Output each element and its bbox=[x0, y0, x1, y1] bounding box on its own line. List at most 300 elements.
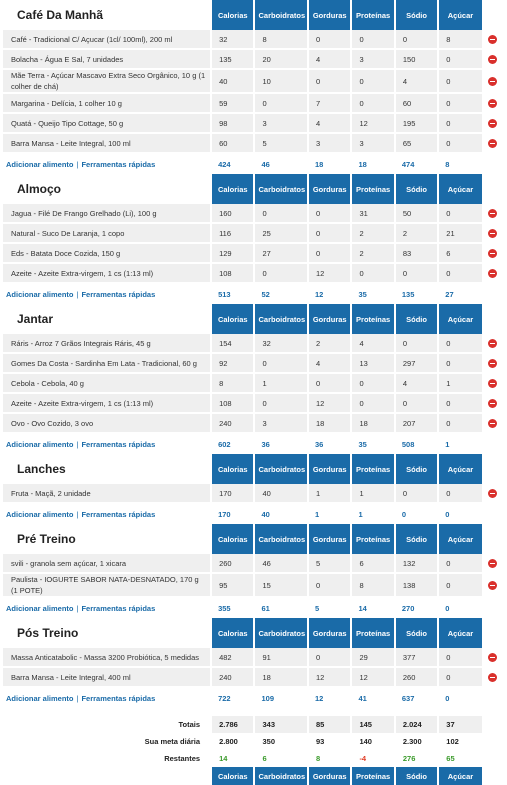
food-name-link[interactable]: Ráris - Arroz 7 Grãos Integrais Ráris, 45 g bbox=[3, 334, 211, 353]
nutrient-value: 3 bbox=[308, 133, 351, 153]
delete-icon[interactable] bbox=[488, 419, 497, 428]
meal-total-value: 35 bbox=[351, 283, 394, 304]
food-name-link[interactable]: Eds - Batata Doce Cozida, 150 g bbox=[3, 243, 211, 263]
column-header: Gorduras bbox=[308, 524, 351, 554]
food-row bbox=[3, 573, 504, 597]
summary-value: 85 bbox=[308, 716, 351, 733]
column-header: Proteínas bbox=[351, 618, 394, 648]
nutrient-value: 50 bbox=[395, 204, 438, 223]
nutrient-value: 0 bbox=[395, 30, 438, 49]
nutrient-value: 1 bbox=[438, 373, 481, 393]
nutrient-value: 4 bbox=[395, 373, 438, 393]
nutrient-value: 3 bbox=[351, 133, 394, 153]
delete-icon[interactable] bbox=[488, 209, 497, 218]
meal-actions bbox=[3, 283, 211, 304]
delete-icon[interactable] bbox=[488, 559, 497, 568]
delete-cell bbox=[482, 648, 504, 667]
nutrient-value: 6 bbox=[438, 243, 481, 263]
meal-title: Café Da Manhã bbox=[17, 8, 104, 22]
gap-row bbox=[3, 708, 504, 716]
column-header: Carboidratos bbox=[254, 174, 308, 204]
nutrient-value: 2 bbox=[351, 223, 394, 243]
meal-summary-row bbox=[3, 433, 504, 454]
nutrient-value: 40 bbox=[254, 484, 308, 503]
meal-actions bbox=[3, 597, 211, 618]
food-name-link[interactable]: svili - granola sem açúcar, 1 xicara bbox=[3, 554, 211, 573]
nutrient-value: 2 bbox=[351, 243, 394, 263]
column-header: Proteínas bbox=[351, 304, 394, 334]
meal-total-value: 602 bbox=[211, 433, 254, 454]
column-header: Proteínas bbox=[351, 0, 394, 30]
column-header: Gorduras bbox=[308, 0, 351, 30]
food-name-link[interactable]: Fruta - Maçã, 2 unidade bbox=[3, 484, 211, 503]
nutrient-value: 4 bbox=[308, 49, 351, 69]
nutrient-value: 482 bbox=[211, 648, 254, 667]
food-row bbox=[3, 353, 504, 373]
delete-cell bbox=[482, 204, 504, 223]
nutrient-value: 5 bbox=[308, 554, 351, 573]
meal-header-row bbox=[3, 618, 504, 648]
food-name-link[interactable]: Barra Mansa - Leite Integral, 100 ml bbox=[3, 133, 211, 153]
column-header: Açúcar bbox=[438, 767, 481, 785]
nutrient-value: 13 bbox=[351, 353, 394, 373]
nutrient-value: 138 bbox=[395, 573, 438, 597]
nutrient-value: 6 bbox=[351, 554, 394, 573]
column-header: Proteínas bbox=[351, 174, 394, 204]
nutrient-value: 0 bbox=[395, 484, 438, 503]
daily-goal-row bbox=[3, 733, 504, 750]
food-row bbox=[3, 413, 504, 433]
delete-icon[interactable] bbox=[488, 359, 497, 368]
nutrient-value: 5 bbox=[254, 133, 308, 153]
food-name-link[interactable]: Cebola - Cebola, 40 g bbox=[3, 373, 211, 393]
nutrient-value: 0 bbox=[438, 263, 481, 283]
nutrient-value: 8 bbox=[254, 30, 308, 49]
nutrient-value: 21 bbox=[438, 223, 481, 243]
meal-total-value: 36 bbox=[308, 433, 351, 454]
delete-icon[interactable] bbox=[488, 399, 497, 408]
nutrient-value: 4 bbox=[351, 334, 394, 353]
food-name-link[interactable]: Ovo - Ovo Cozido, 3 ovo bbox=[3, 413, 211, 433]
column-header: Açúcar bbox=[438, 0, 481, 30]
delete-cell bbox=[482, 223, 504, 243]
nutrient-value: 0 bbox=[438, 93, 481, 113]
summary-value: 145 bbox=[351, 716, 394, 733]
column-header: Sódio bbox=[395, 174, 438, 204]
food-name-link[interactable]: Quatá - Queijo Tipo Cottage, 50 g bbox=[3, 113, 211, 133]
meal-actions bbox=[3, 153, 211, 174]
nutrient-value: 260 bbox=[211, 554, 254, 573]
summary-spacer bbox=[482, 687, 504, 708]
food-row bbox=[3, 133, 504, 153]
meal-total-value: 637 bbox=[395, 687, 438, 708]
delete-icon[interactable] bbox=[488, 673, 497, 682]
food-name-link[interactable]: Paulista - IOGURTE SABOR NATA-DESNATADO, 170 g (1 POTE) bbox=[3, 573, 211, 597]
nutrient-value: 91 bbox=[254, 648, 308, 667]
nutrient-value: 4 bbox=[395, 69, 438, 93]
food-name-link[interactable]: Azeite - Azeite Extra-virgem, 1 cs (1:13 ml) bbox=[3, 393, 211, 413]
link-separator: | bbox=[76, 509, 79, 519]
nutrient-value: 0 bbox=[308, 648, 351, 667]
add-food-link[interactable]: Adicionar alimento bbox=[6, 289, 74, 299]
nutrient-value: 108 bbox=[211, 263, 254, 283]
delete-icon[interactable] bbox=[488, 77, 497, 86]
food-name-link[interactable]: Margarina - Delícia, 1 colher 10 g bbox=[3, 93, 211, 113]
row-spacer bbox=[482, 733, 504, 750]
column-header: Açúcar bbox=[438, 524, 481, 554]
add-food-link[interactable]: Adicionar alimento bbox=[6, 439, 74, 449]
column-header: Gorduras bbox=[308, 454, 351, 484]
column-header: Gorduras bbox=[308, 174, 351, 204]
food-name-link[interactable]: Café - Tradicional C/ Açucar (1cl/ 100ml), 200 ml bbox=[3, 30, 211, 49]
delete-cell bbox=[482, 667, 504, 687]
summary-value: 14 bbox=[211, 750, 254, 767]
meal-total-value: 40 bbox=[254, 503, 308, 524]
add-food-link[interactable]: Adicionar alimento bbox=[6, 603, 74, 613]
column-header: Calorias bbox=[211, 454, 254, 484]
delete-cell bbox=[482, 353, 504, 373]
delete-cell bbox=[482, 263, 504, 283]
nutrient-value: 0 bbox=[395, 263, 438, 283]
nutrient-value: 10 bbox=[254, 69, 308, 93]
column-header: Proteínas bbox=[351, 524, 394, 554]
column-header: Sódio bbox=[395, 524, 438, 554]
food-name-link[interactable]: Natural - Suco De Laranja, 1 copo bbox=[3, 223, 211, 243]
summary-spacer bbox=[482, 597, 504, 618]
meal-total-value: 1 bbox=[438, 433, 481, 454]
delete-icon[interactable] bbox=[488, 653, 497, 662]
meal-summary-row bbox=[3, 503, 504, 524]
delete-cell bbox=[482, 413, 504, 433]
quick-tools-link[interactable]: Ferramentas rápidas bbox=[81, 693, 156, 703]
food-row bbox=[3, 373, 504, 393]
meal-total-value: 109 bbox=[254, 687, 308, 708]
meal-summary-row bbox=[3, 597, 504, 618]
summary-value: 65 bbox=[438, 750, 481, 767]
nutrient-value: 32 bbox=[254, 334, 308, 353]
meal-total-value: 1 bbox=[351, 503, 394, 524]
nutrient-value: 0 bbox=[351, 263, 394, 283]
column-header: Calorias bbox=[211, 767, 254, 785]
nutrient-value: 0 bbox=[438, 133, 481, 153]
nutrient-value: 0 bbox=[438, 667, 481, 687]
delete-icon[interactable] bbox=[488, 269, 497, 278]
nutrient-value: 1 bbox=[351, 484, 394, 503]
delete-icon[interactable] bbox=[488, 249, 497, 258]
nutrient-value: 0 bbox=[438, 554, 481, 573]
column-header: Carboidratos bbox=[254, 618, 308, 648]
meal-total-value: 27 bbox=[438, 283, 481, 304]
nutrient-value: 3 bbox=[254, 413, 308, 433]
nutrient-value: 0 bbox=[395, 334, 438, 353]
column-header: Proteínas bbox=[351, 454, 394, 484]
meal-total-value: 18 bbox=[351, 153, 394, 174]
food-name-link[interactable]: Bolacha - Água E Sal, 7 unidades bbox=[3, 49, 211, 69]
nutrient-value: 0 bbox=[308, 573, 351, 597]
meal-summary-row bbox=[3, 283, 504, 304]
nutrient-value: 0 bbox=[308, 30, 351, 49]
nutrient-value: 12 bbox=[351, 667, 394, 687]
meal-total-value: 170 bbox=[211, 503, 254, 524]
column-header: Sódio bbox=[395, 618, 438, 648]
summary-value: 37 bbox=[438, 716, 481, 733]
nutrient-value: 27 bbox=[254, 243, 308, 263]
meal-summary-row bbox=[3, 687, 504, 708]
delete-icon[interactable] bbox=[488, 581, 497, 590]
delete-cell bbox=[482, 243, 504, 263]
meal-total-value: 36 bbox=[254, 433, 308, 454]
link-separator: | bbox=[76, 603, 79, 613]
column-header: Sódio bbox=[395, 0, 438, 30]
nutrient-value: 18 bbox=[308, 413, 351, 433]
nutrient-value: 0 bbox=[438, 648, 481, 667]
food-name-link[interactable]: Jagua - Filé De Frango Grelhado (Li), 100 g bbox=[3, 204, 211, 223]
nutrient-value: 15 bbox=[254, 573, 308, 597]
nutrient-value: 108 bbox=[211, 393, 254, 413]
column-header: Carboidratos bbox=[254, 767, 308, 785]
row-spacer bbox=[482, 750, 504, 767]
meal-total-value: 12 bbox=[308, 283, 351, 304]
summary-value: 8 bbox=[308, 750, 351, 767]
meal-total-value: 722 bbox=[211, 687, 254, 708]
meal-total-value: 270 bbox=[395, 597, 438, 618]
nutrient-value: 0 bbox=[438, 573, 481, 597]
meal-total-value: 424 bbox=[211, 153, 254, 174]
food-row bbox=[3, 667, 504, 687]
nutrient-value: 29 bbox=[351, 648, 394, 667]
footer-spacer bbox=[3, 767, 211, 785]
meal-total-value: 1 bbox=[308, 503, 351, 524]
delete-cell bbox=[482, 373, 504, 393]
nutrient-value: 18 bbox=[254, 667, 308, 687]
column-header: Calorias bbox=[211, 0, 254, 30]
footer-header-row bbox=[3, 767, 504, 785]
nutrient-value: 0 bbox=[308, 243, 351, 263]
food-row bbox=[3, 204, 504, 223]
summary-value: -4 bbox=[351, 750, 394, 767]
meal-header-row bbox=[3, 174, 504, 204]
food-row bbox=[3, 223, 504, 243]
column-header: Gorduras bbox=[308, 618, 351, 648]
summary-value: 2.300 bbox=[395, 733, 438, 750]
nutrient-value: 65 bbox=[395, 133, 438, 153]
food-row bbox=[3, 113, 504, 133]
meal-header-row bbox=[3, 524, 504, 554]
delete-cell bbox=[482, 93, 504, 113]
nutrient-value: 83 bbox=[395, 243, 438, 263]
summary-value: 6 bbox=[254, 750, 308, 767]
nutrient-value: 32 bbox=[211, 30, 254, 49]
delete-icon[interactable] bbox=[488, 339, 497, 348]
meal-header-row bbox=[3, 454, 504, 484]
meal-title: Pré Treino bbox=[17, 532, 76, 546]
meal-total-value: 0 bbox=[438, 503, 481, 524]
nutrient-value: 195 bbox=[395, 113, 438, 133]
nutrient-value: 116 bbox=[211, 223, 254, 243]
delete-cell bbox=[482, 133, 504, 153]
nutrient-value: 12 bbox=[308, 393, 351, 413]
column-header: Carboidratos bbox=[254, 524, 308, 554]
nutrient-value: 150 bbox=[395, 49, 438, 69]
nutrient-value: 170 bbox=[211, 484, 254, 503]
food-row bbox=[3, 393, 504, 413]
delete-icon[interactable] bbox=[488, 99, 497, 108]
nutrient-value: 60 bbox=[395, 93, 438, 113]
delete-icon[interactable] bbox=[488, 229, 497, 238]
quick-tools-link[interactable]: Ferramentas rápidas bbox=[81, 159, 156, 169]
nutrient-value: 297 bbox=[395, 353, 438, 373]
nutrient-value: 0 bbox=[395, 393, 438, 413]
delete-cell bbox=[482, 393, 504, 413]
meal-actions bbox=[3, 503, 211, 524]
column-header: Carboidratos bbox=[254, 0, 308, 30]
food-name-link[interactable]: Gomes Da Costa - Sardinha Em Lata - Tradicional, 60 g bbox=[3, 353, 211, 373]
food-name-link[interactable]: Azeite - Azeite Extra-virgem, 1 cs (1:13 ml) bbox=[3, 263, 211, 283]
nutrient-value: 0 bbox=[351, 393, 394, 413]
nutrient-value: 260 bbox=[395, 667, 438, 687]
column-header: Calorias bbox=[211, 618, 254, 648]
quick-tools-link[interactable]: Ferramentas rápidas bbox=[81, 509, 156, 519]
remaining-row bbox=[3, 750, 504, 767]
meal-summary-row bbox=[3, 153, 504, 174]
header-spacer bbox=[482, 0, 504, 30]
food-row bbox=[3, 334, 504, 353]
delete-cell bbox=[482, 113, 504, 133]
nutrient-value: 0 bbox=[438, 334, 481, 353]
nutrient-value: 0 bbox=[308, 204, 351, 223]
summary-spacer bbox=[482, 503, 504, 524]
nutrient-value: 12 bbox=[308, 667, 351, 687]
nutrient-value: 0 bbox=[308, 373, 351, 393]
nutrient-value: 40 bbox=[211, 69, 254, 93]
nutrient-value: 20 bbox=[254, 49, 308, 69]
food-row bbox=[3, 263, 504, 283]
meal-total-value: 52 bbox=[254, 283, 308, 304]
column-header: Calorias bbox=[211, 524, 254, 554]
header-spacer bbox=[482, 174, 504, 204]
gap-cell bbox=[3, 708, 504, 716]
column-header: Calorias bbox=[211, 174, 254, 204]
link-separator: | bbox=[76, 693, 79, 703]
nutrient-value: 240 bbox=[211, 667, 254, 687]
column-header: Carboidratos bbox=[254, 454, 308, 484]
summary-value: 93 bbox=[308, 733, 351, 750]
nutrient-value: 0 bbox=[308, 223, 351, 243]
summary-value: 2.024 bbox=[395, 716, 438, 733]
nutrient-value: 0 bbox=[254, 353, 308, 373]
meal-title: Pós Treino bbox=[17, 626, 79, 640]
meal-total-value: 35 bbox=[351, 433, 394, 454]
meal-title: Jantar bbox=[17, 312, 54, 326]
header-spacer bbox=[482, 524, 504, 554]
meal-total-value: 41 bbox=[351, 687, 394, 708]
nutrient-value: 0 bbox=[438, 413, 481, 433]
meal-total-value: 0 bbox=[438, 687, 481, 708]
meal-total-value: 355 bbox=[211, 597, 254, 618]
food-row bbox=[3, 93, 504, 113]
nutrient-value: 2 bbox=[308, 334, 351, 353]
meal-total-value: 474 bbox=[395, 153, 438, 174]
summary-value: 276 bbox=[395, 750, 438, 767]
meal-total-value: 8 bbox=[438, 153, 481, 174]
meal-total-value: 61 bbox=[254, 597, 308, 618]
nutrient-value: 8 bbox=[351, 573, 394, 597]
meal-total-value: 5 bbox=[308, 597, 351, 618]
meal-total-value: 18 bbox=[308, 153, 351, 174]
add-food-link[interactable]: Adicionar alimento bbox=[6, 693, 74, 703]
meal-total-value: 46 bbox=[254, 153, 308, 174]
nutrient-value: 4 bbox=[308, 113, 351, 133]
meal-total-value: 14 bbox=[351, 597, 394, 618]
column-header: Sódio bbox=[395, 304, 438, 334]
nutrient-value: 240 bbox=[211, 413, 254, 433]
food-name-link[interactable]: Mãe Terra - Açúcar Mascavo Extra Seco Orgânico, 10 g (1 colher de chá) bbox=[3, 69, 211, 93]
delete-icon[interactable] bbox=[488, 489, 497, 498]
quick-tools-link[interactable]: Ferramentas rápidas bbox=[81, 439, 156, 449]
food-diary-table bbox=[3, 0, 504, 785]
nutrient-value: 0 bbox=[438, 204, 481, 223]
nutrient-value: 8 bbox=[438, 30, 481, 49]
delete-cell bbox=[482, 334, 504, 353]
nutrient-value: 154 bbox=[211, 334, 254, 353]
nutrient-value: 0 bbox=[438, 353, 481, 373]
delete-cell bbox=[482, 30, 504, 49]
link-separator: | bbox=[76, 159, 79, 169]
column-header: Sódio bbox=[395, 767, 438, 785]
quick-tools-link[interactable]: Ferramentas rápidas bbox=[81, 603, 156, 613]
nutrient-value: 8 bbox=[211, 373, 254, 393]
header-spacer bbox=[482, 304, 504, 334]
delete-icon[interactable] bbox=[488, 119, 497, 128]
delete-icon[interactable] bbox=[488, 55, 497, 64]
delete-cell bbox=[482, 49, 504, 69]
nutrient-value: 3 bbox=[254, 113, 308, 133]
add-food-link[interactable]: Adicionar alimento bbox=[6, 509, 74, 519]
quick-tools-link[interactable]: Ferramentas rápidas bbox=[81, 289, 156, 299]
nutrient-value: 98 bbox=[211, 113, 254, 133]
delete-icon[interactable] bbox=[488, 379, 497, 388]
delete-icon[interactable] bbox=[488, 139, 497, 148]
daily-totals-row bbox=[3, 716, 504, 733]
column-header: Proteínas bbox=[351, 767, 394, 785]
summary-spacer bbox=[482, 153, 504, 174]
meal-actions bbox=[3, 433, 211, 454]
nutrient-value: 0 bbox=[254, 204, 308, 223]
footer-spacer bbox=[482, 767, 504, 785]
nutrient-value: 4 bbox=[308, 353, 351, 373]
summary-value: 102 bbox=[438, 733, 481, 750]
row-spacer bbox=[482, 716, 504, 733]
nutrient-value: 0 bbox=[254, 93, 308, 113]
delete-cell bbox=[482, 573, 504, 597]
column-header: Gorduras bbox=[308, 767, 351, 785]
meal-total-value: 508 bbox=[395, 433, 438, 454]
nutrient-value: 0 bbox=[438, 393, 481, 413]
nutrient-value: 129 bbox=[211, 243, 254, 263]
nutrient-value: 0 bbox=[351, 30, 394, 49]
summary-value: 350 bbox=[254, 733, 308, 750]
nutrient-value: 1 bbox=[308, 484, 351, 503]
column-header: Calorias bbox=[211, 304, 254, 334]
add-food-link[interactable]: Adicionar alimento bbox=[6, 159, 74, 169]
nutrient-value: 0 bbox=[438, 113, 481, 133]
delete-icon[interactable] bbox=[488, 35, 497, 44]
nutrient-value: 18 bbox=[351, 413, 394, 433]
nutrient-value: 0 bbox=[438, 69, 481, 93]
food-name-link[interactable]: Massa Anticatabolic - Massa 3200 Probiótica, 5 medidas bbox=[3, 648, 211, 667]
nutrient-value: 135 bbox=[211, 49, 254, 69]
food-name-link[interactable]: Barra Mansa - Leite Integral, 400 ml bbox=[3, 667, 211, 687]
